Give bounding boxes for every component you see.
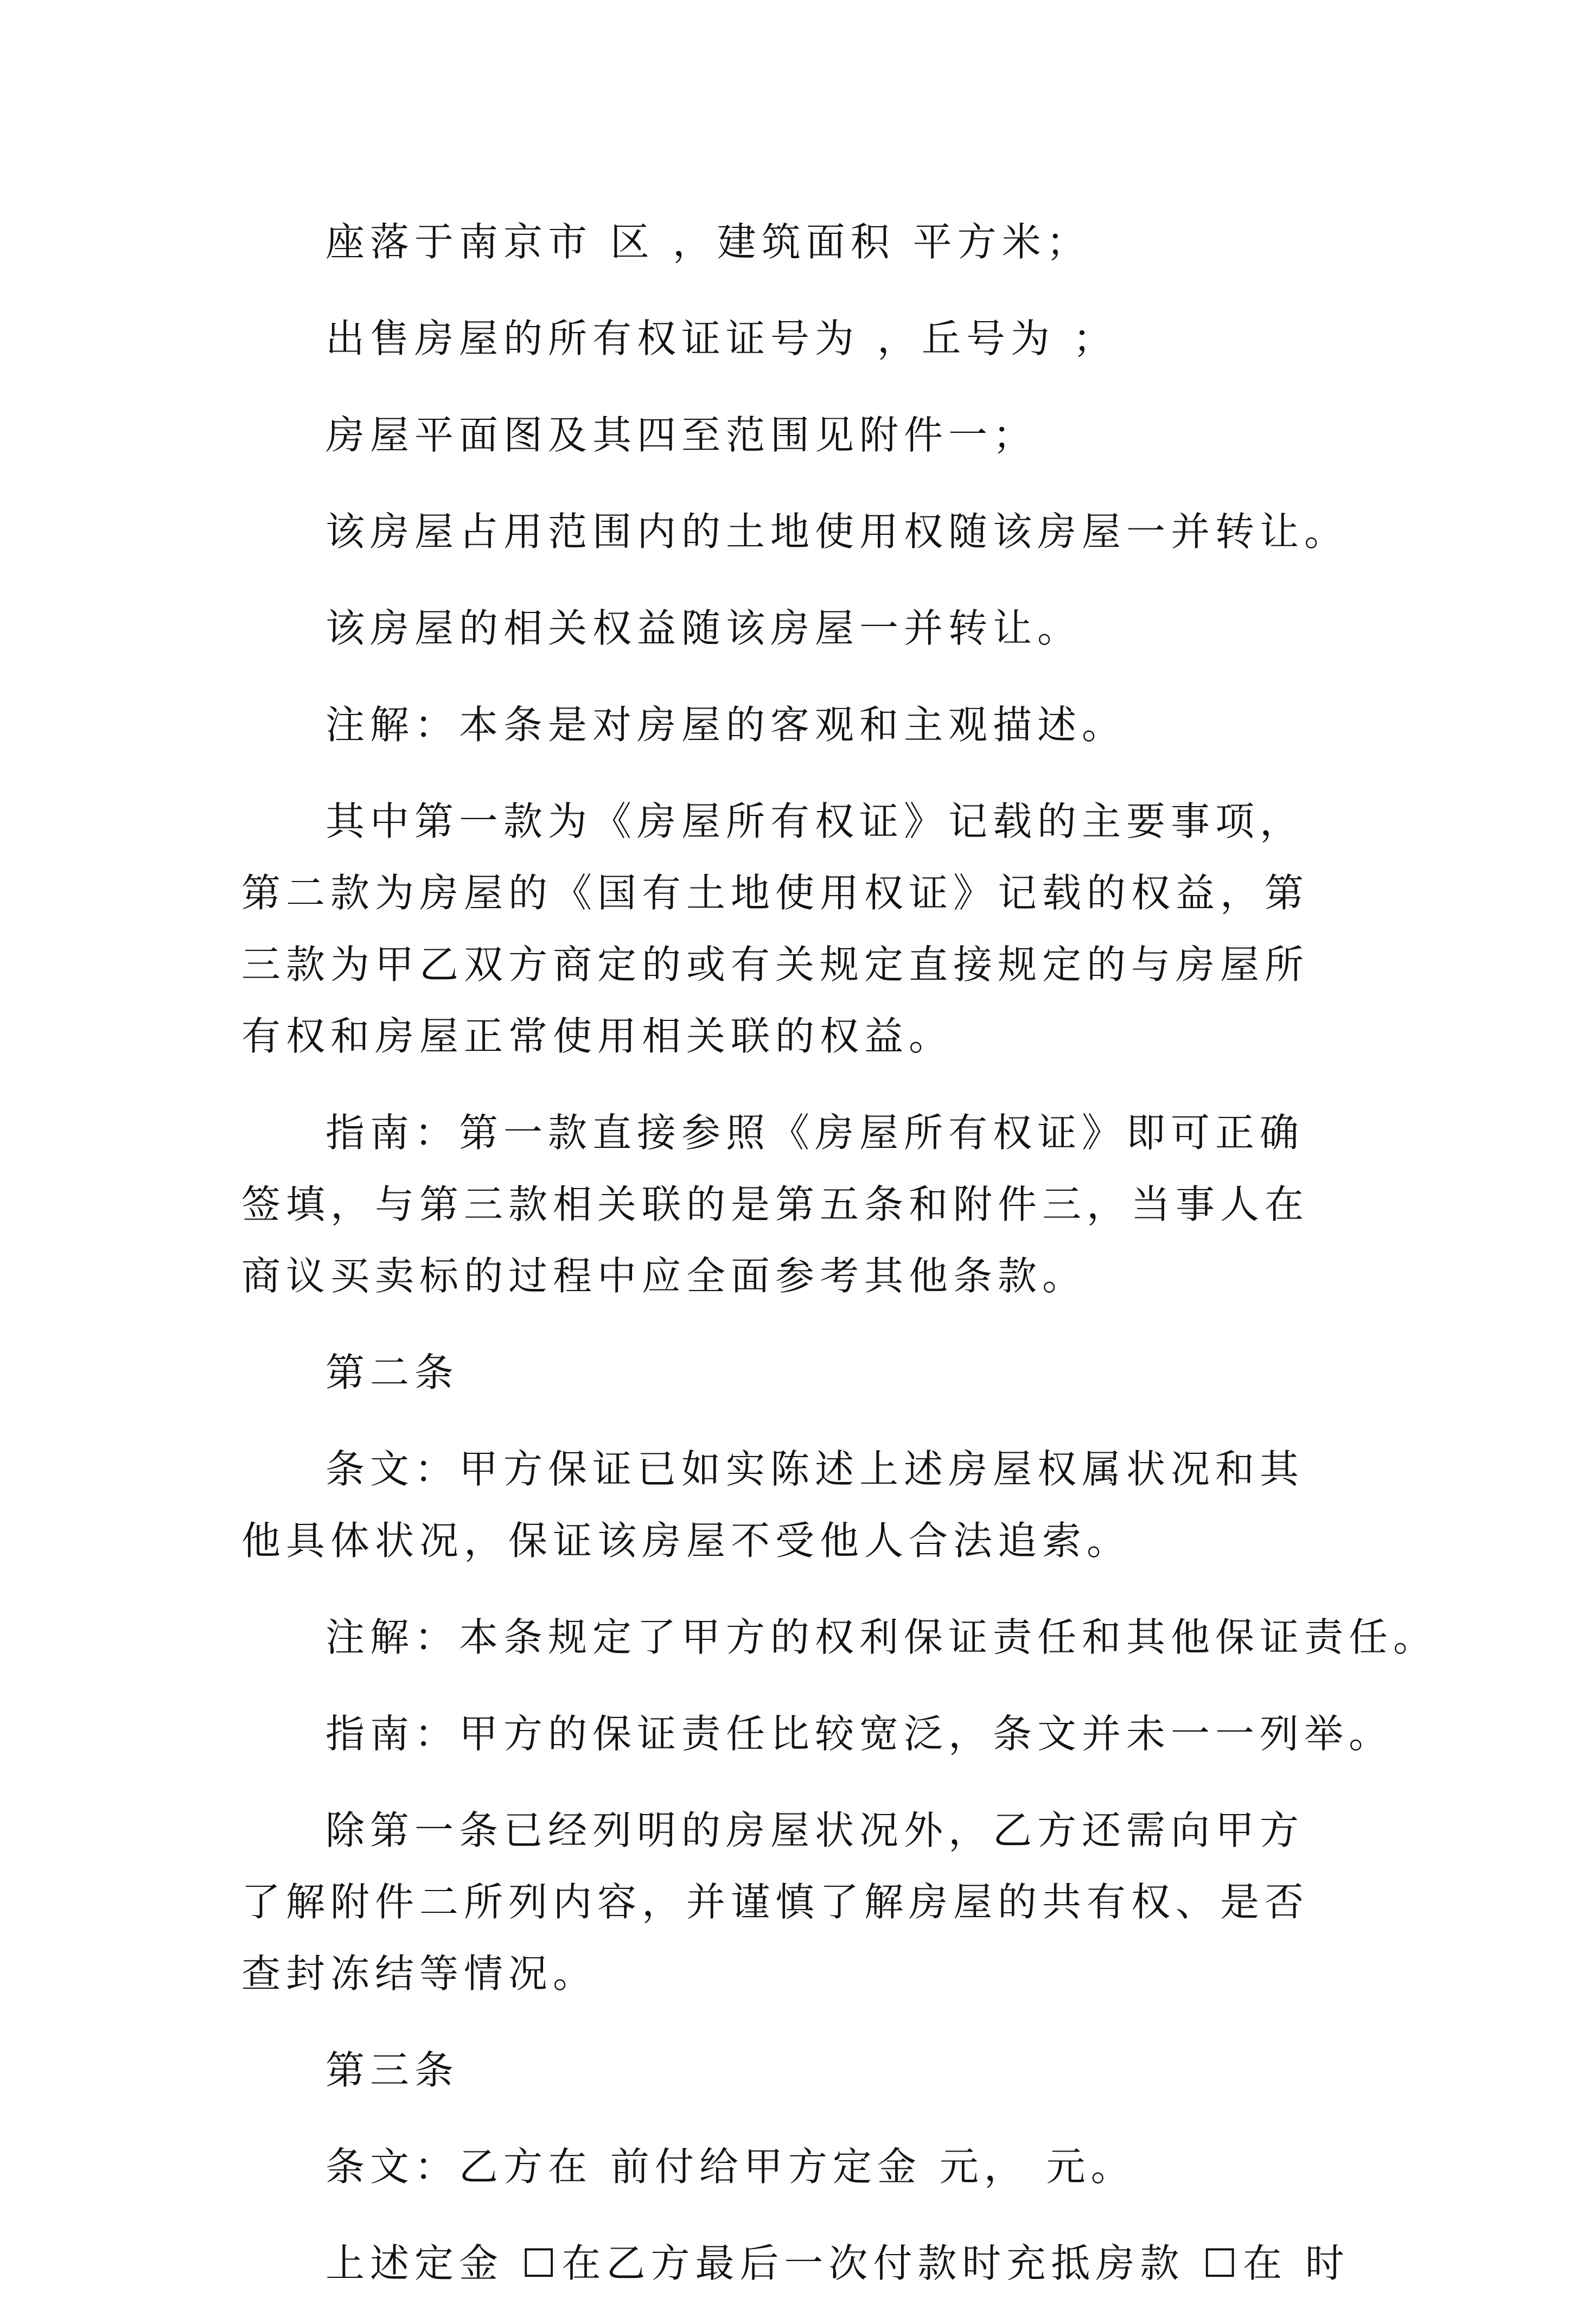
document-page (241, 206, 1438, 2324)
paragraph-related-rights: 该房屋的相关权益随该房屋一并转让。 (326, 605, 1082, 651)
paragraph-note-article-2: 注解：本条规定了甲方的权利保证责任和其他保证责任。 (326, 1614, 1438, 1660)
paragraph-guide-article-2: 指南：甲方的保证责任比较宽泛，条文并未一一列举。 (326, 1711, 1394, 1757)
paragraph-guide-article-2-detail: 除第一条已经列明的房屋状况外，乙方还需向甲方了解附件二所列内容，并谨慎了解房屋的共有权、是否查封冻结等情况。 (241, 1808, 1310, 1996)
paragraph-certificate-number: 出售房屋的所有权证证号为 ，丘号为 ； (326, 316, 1118, 361)
paragraph-note-article-1: 注解：本条是对房屋的客观和主观描述。 (326, 702, 1127, 748)
heading-article-2: 第二条 (326, 1350, 459, 1395)
paragraph-floor-plan: 房屋平面图及其四至范围见附件一； (326, 412, 1038, 458)
paragraph-note-detail: 其中第一款为《房屋所有权证》记载的主要事项，第二款为房屋的《国有土地使用权证》记载的权益，第三款为甲乙双方商定的或有关规定直接规定的与房屋所有权和房屋正常使用相关联的权益。 (241, 799, 1310, 1059)
heading-article-3: 第三条 (326, 2047, 459, 2093)
paragraph-guide-article-1: 指南：第一款直接参照《房屋所有权证》即可正确签填，与第三款相关联的是第五条和附件三，当事人在商议买卖标的过程中应全面参考其他条款。 (241, 1110, 1310, 1299)
paragraph-location: 座落于南京市 区 ，建筑面积 平方米； (326, 219, 1091, 265)
paragraph-deposit-options: 上述定金 ☐在乙方最后一次付款时充抵房款 ☐在 时 (326, 2240, 1350, 2286)
paragraph-clause-article-2: 条文：甲方保证已如实陈述上述房屋权属状况和其他具体状况，保证该房屋不受他人合法追索。 (241, 1446, 1305, 1563)
paragraph-land-use-right: 该房屋占用范围内的土地使用权随该房屋一并转让。 (326, 509, 1349, 554)
paragraph-clause-article-3: 条文：乙方在 前付给甲方定金 元， 元。 (326, 2144, 1135, 2189)
